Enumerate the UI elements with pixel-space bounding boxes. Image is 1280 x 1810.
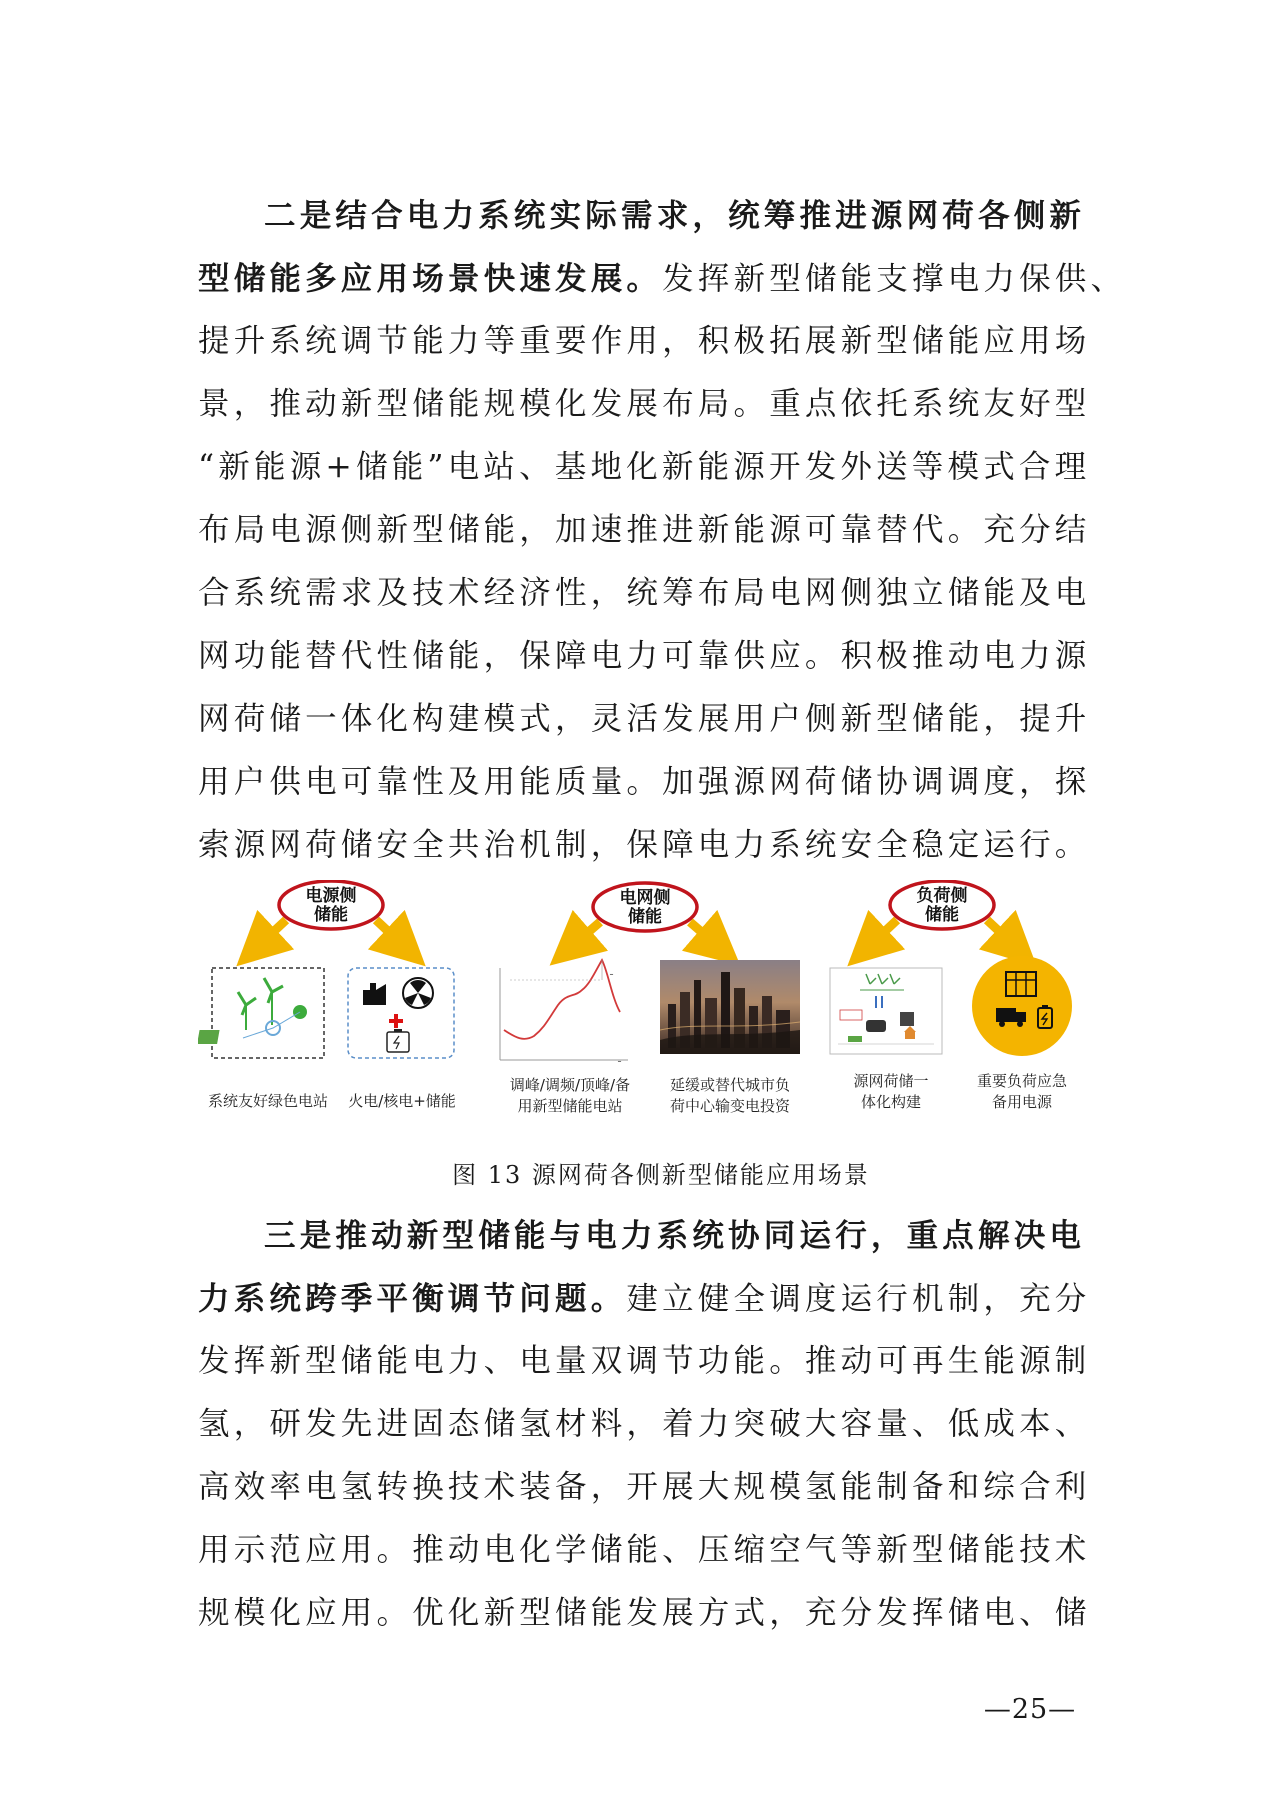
group-title: 储能 (925, 905, 959, 925)
paragraph-line: 发挥新型储能电力、电量双调节功能。推动可再生能源制 (198, 1343, 1091, 1379)
thermal-nuclear-battery-icon (348, 968, 454, 1058)
group-load-side (830, 881, 1072, 1111)
figure-storage-scenarios (198, 880, 1088, 1135)
item-label: 重要负荷应急 (976, 1072, 1068, 1090)
svg-text:━: ━ (610, 972, 614, 978)
arrow-right-icon (376, 920, 406, 948)
wind-solar-plant-icon (198, 968, 324, 1058)
item-label: 源网荷储一 (853, 1072, 929, 1090)
figure-caption-text: 图 13 源网荷各侧新型储能应用场景 (452, 1161, 870, 1189)
item-label: 体化构建 (860, 1093, 922, 1111)
group-title: 储能 (314, 905, 348, 925)
paragraph-line (198, 247, 1127, 310)
paragraph-lead-text: 力系统跨季平衡调节问题。 (198, 1280, 627, 1317)
arrow-right-icon (987, 920, 1017, 948)
paragraph-body-text: 发挥新型储能支撑电力保供、 (662, 261, 1127, 297)
arrow-right-icon (690, 922, 720, 948)
load-curve-chart-icon (500, 960, 628, 1065)
arrow-left-icon (867, 920, 897, 948)
paragraph-line: 高效率电氢转换技术装备，开展大规模氢能制备和综合利 (198, 1469, 1091, 1505)
arrow-left-icon (570, 922, 600, 948)
paragraph-line: 合系统需求及技术经济性，统筹布局电网侧独立储能及电 (198, 575, 1091, 611)
arrow-left-icon (256, 920, 286, 948)
paragraph-line: 用示范应用。推动电化学储能、压缩空气等新型储能技术 (198, 1532, 1091, 1568)
item-label: 备用电源 (991, 1093, 1053, 1111)
paragraph-lead-line: 三是推动新型储能与电力系统协同运行，重点解决电 (264, 1217, 1086, 1254)
group-title: 负荷侧 (916, 886, 968, 906)
paragraph-line: 索源网荷储安全共治机制，保障电力系统安全稳定运行。 (198, 827, 1091, 863)
item-label: 延缓或替代城市负 (669, 1076, 791, 1094)
item-label: 用新型储能电站 (517, 1097, 623, 1115)
page-number: —25— (983, 1694, 1077, 1725)
paragraph-source-grid-load (198, 184, 1127, 877)
paragraph-lead-text: 型储能多应用场景快速发展。 (198, 260, 663, 297)
paragraph-coordinated-operation (198, 1204, 1098, 1645)
paragraph-line: 布局电源侧新型储能，加速推进新能源可靠替代。充分结 (198, 512, 1091, 548)
svg-text:━: ━ (618, 1059, 622, 1065)
paragraph-line: 提升系统调节能力等重要作用，积极拓展新型储能应用场 (198, 323, 1091, 359)
city-skyline-photo-icon (660, 960, 800, 1054)
paragraph-lead-line: 二是结合电力系统实际需求，统筹推进源网荷各侧新 (264, 197, 1086, 234)
paragraph-line: 景，推动新型储能规模化发展布局。重点依托系统友好型 (198, 386, 1091, 422)
group-grid-side (500, 883, 800, 1115)
source-grid-load-storage-diagram-icon (830, 968, 942, 1054)
group-title: 储能 (628, 907, 662, 927)
paragraph-line: 用户供电可靠性及用能质量。加强源网荷储协调调度，探 (198, 764, 1091, 800)
paragraph-line: 规模化应用。优化新型储能发展方式，充分发挥储电、储 (198, 1595, 1091, 1631)
emergency-backup-power-icon (972, 956, 1072, 1056)
paragraph-line: 氢，研发先进固态储氢材料，着力突破大容量、低成本、 (198, 1406, 1091, 1442)
paragraph-line: 网荷储一体化构建模式，灵活发展用户侧新型储能，提升 (198, 701, 1091, 737)
item-label: 调峰/调频/顶峰/备 (509, 1076, 631, 1094)
figure-caption (0, 1155, 1280, 1195)
group-title: 电网侧 (619, 888, 671, 908)
figure-canvas (198, 880, 1088, 1135)
group-title: 电源侧 (305, 886, 357, 906)
item-label: 荷中心输变电投资 (669, 1097, 791, 1115)
item-label: 火电/核电+储能 (348, 1092, 456, 1110)
paragraph-line: 网功能替代性储能，保障电力可靠供应。积极推动电力源 (198, 638, 1091, 674)
item-label: 系统友好绿色电站 (207, 1092, 329, 1110)
group-source-side (198, 881, 456, 1110)
paragraph-line (198, 1267, 1098, 1330)
paragraph-body-text: 建立健全调度运行机制，充分 (626, 1281, 1091, 1317)
paragraph-line: “新能源+储能”电站、基地化新能源开发外送等模式合理 (198, 449, 1091, 485)
